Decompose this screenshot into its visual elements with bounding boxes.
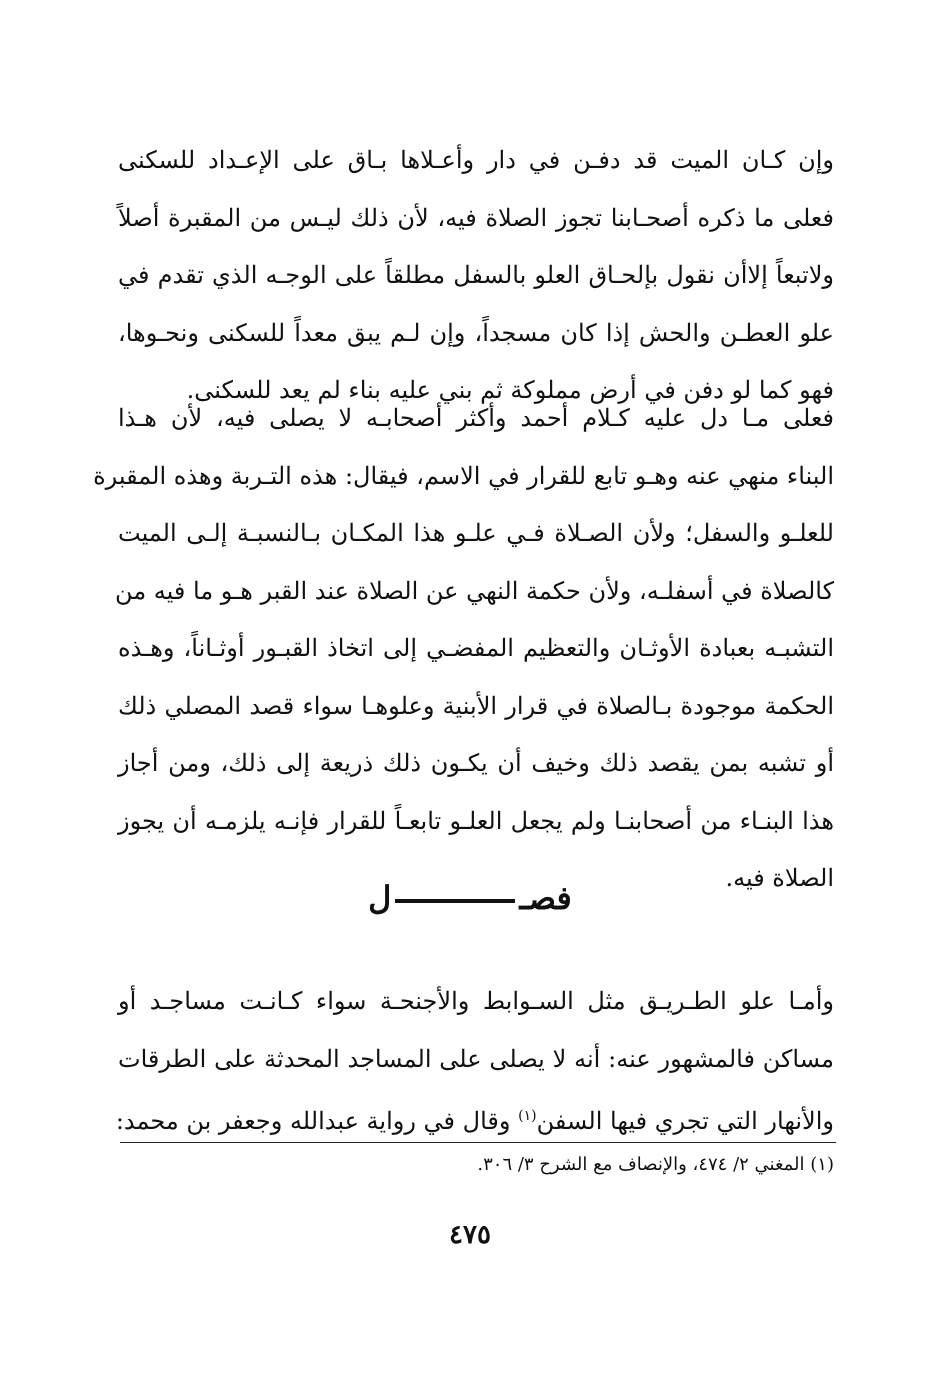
section-heading-tail: ل: [368, 879, 392, 917]
text-line: ولاتبعاً إلاأن نقول بإلحـاق العلو بالسفل مطلقاً على الوجـه الذي تقدم في: [118, 261, 834, 289]
section-heading: [320, 868, 620, 928]
page-number: ٤٧٥: [449, 1220, 491, 1250]
paragraph-2: [93, 390, 834, 908]
text-line: الحكمة موجودة بـالصلاة في قرار الأبنية وعلوهـا سواء قصد المصلي ذلك: [118, 691, 834, 720]
text-line: البناء منهي عنه وهـو تابع للقرار في الاسم، فيقال: هذه التـربة وهذه المقبرة: [93, 461, 834, 490]
heading-kashida-rule: [395, 899, 515, 903]
text-line: فهو كما لو دفن في أرض مملوكة ثم بني عليه بناء لم يعد للسكنى.: [186, 376, 834, 404]
text-line: وإن كـان الميت قد دفـن في دار وأعـلاها بـاق على الإعـداد للسكنى: [118, 146, 834, 174]
text-line: الصلاة فيه.: [725, 864, 834, 892]
text-line: مساكن فالمشهور عنه: أنه لا يصلى على المساجد المحدثة على الطرقات: [118, 1044, 834, 1073]
text-line: التشبـه بعبادة الأوثـان والتعظيم المفضـي إلى اتخاذ القبـور أوثـاناً، وهـذه: [118, 634, 834, 662]
text-line: [115, 1088, 834, 1146]
text-line: للعلـو والسفل؛ ولأن الصـلاة فـي علـو هذا المكـان بـالنسبـة إلـى الميت: [118, 519, 834, 547]
paragraph-1: [118, 132, 834, 420]
text-line: فعلى مـا دل عليه كـلام أحمد وأكثر أصحابـه لا يصلى فيه، لأن هـذا: [118, 404, 834, 432]
text-line: أو تشبه بمن يقصد ذلك وخيف أن يكـون ذلك ذريعة إلى ذلك، ومن أجاز: [118, 749, 834, 777]
text-line: فعلى ما ذكره أصحـابنا تجوز الصلاة فيه، لأن ذلك ليـس من المقبرة أصلاً: [118, 203, 834, 232]
footnote-divider: [120, 1142, 836, 1143]
text-line: علو العطـن والحش إذا كان مسجداً، وإن لـم يبق معداً للسكنى ونحـوها،: [118, 318, 834, 347]
text-line: وأمـا علو الطـريـق مثل السـوابط والأجنحـة سواء كـانـت مساجـد أو: [118, 987, 834, 1015]
footnote-marker: (١): [518, 1108, 537, 1124]
section-heading-text: فصـ: [519, 879, 572, 917]
text-fragment: والأنهار التي تجري فيها السفن: [536, 1107, 834, 1135]
text-line: هذا البنـاء من أصحابنـا ولم يجعل العلـو تابعـاً للقرار فإنـه يلزمـه أن يجوز: [118, 806, 834, 835]
footnote: (١) المغني ٢/ ٤٧٤، والإنصاف مع الشرح ٣/ ٣٠٦.: [477, 1154, 834, 1175]
paragraph-3: [115, 973, 834, 1146]
text-fragment: وقال في رواية عبدالله وجعفر بن محمد:: [115, 1107, 511, 1135]
text-line: كالصلاة في أسفلـه، ولأن حكمة النهي عن الصلاة عند القبر هـو ما فيه من: [115, 576, 834, 605]
